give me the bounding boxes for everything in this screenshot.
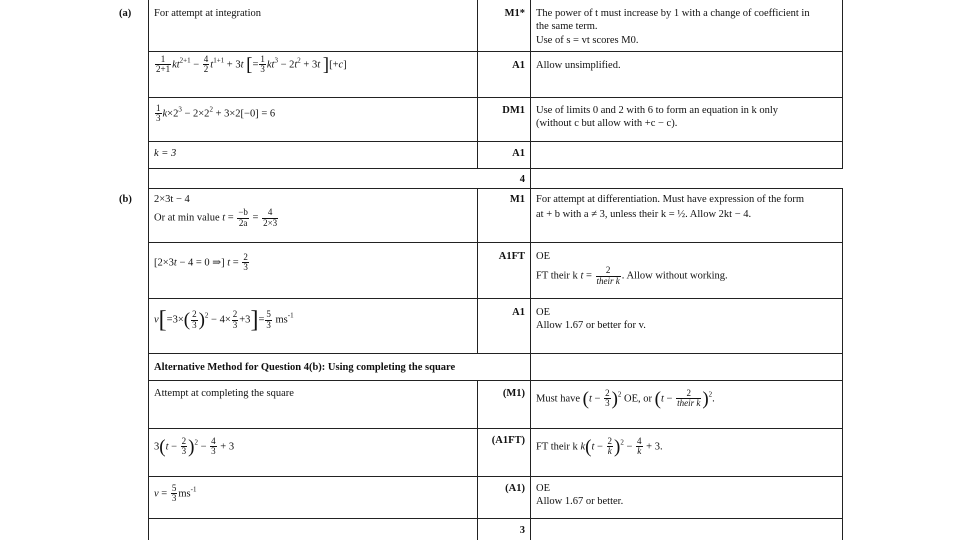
fraction: $\frac{5}{3}$ <box>266 309 271 330</box>
table-border-divider <box>477 188 478 353</box>
fraction: $\frac{4}{k}$ <box>637 436 642 457</box>
fraction: $\frac{-b}{2a}$ <box>238 207 248 228</box>
guidance-a3 <box>536 104 778 131</box>
fraction: $\frac{2}{3}$ <box>243 252 248 273</box>
working-b2: [2×3t − 4 = 0 ⇒] t = $\frac{2}{3}$ <box>154 252 248 273</box>
working-line: 2×3t − 4 <box>154 194 190 205</box>
guidance-line: (without c but allow with +c − c). <box>536 118 678 130</box>
fraction: $\frac{1}{3}$ <box>156 103 161 124</box>
row-divider <box>148 242 843 243</box>
fraction: $\frac{1}{3}$ <box>260 54 265 75</box>
fraction: $\frac{2}{3}$ <box>192 309 197 330</box>
guidance-b1 <box>536 193 804 222</box>
fraction: $\frac{4}{2\times 3}$ <box>263 207 278 228</box>
mark-alt2: (A1FT) <box>491 435 525 446</box>
alt-method-header: Alternative Method for Question 4(b): Using completing the square <box>154 362 456 373</box>
guidance-line: at + b with a ≠ 3, unless their k = ½. Allow 2kt − 4. <box>536 209 752 221</box>
guidance-line: OE <box>536 307 550 318</box>
working-a2: $\frac{1}{2+1}$ $kt^{2+1}$ − $\frac{4}{2}$ $t^{1+1} + 3t$ [= $\frac{1}{3}$ $kt^3 - 2t^2 + 3t$ ][+c] <box>156 54 347 76</box>
guidance-alt1: Must have (t − $\frac{2}{3}$ )$^2$ OE, or (t − $\frac{2}{\text{their k}}$ )$^2$. <box>536 388 715 410</box>
fraction: $\frac{5}{3}$ <box>171 483 177 504</box>
guidance-b3 <box>536 306 646 333</box>
working-a1: For attempt at integration <box>154 8 262 19</box>
fraction: $\frac{2}{\text{their k}}$ <box>596 265 620 286</box>
guidance-line: Use of limits 0 and 2 with 6 to form an equation in k only <box>536 105 779 116</box>
working-b1 <box>154 193 279 228</box>
table-border-right <box>842 188 843 540</box>
fraction: $\frac{4}{2}$ <box>203 54 209 75</box>
guidance-line: The power of t must increase by 1 with a change of coefficient in <box>536 8 810 19</box>
guidance-alt2: FT their k k(t − $\frac{2}{k}$ )$^2$ − $\frac{4}{k}$ + 3. <box>536 436 663 458</box>
guidance-alt3 <box>536 482 623 509</box>
row-divider <box>148 141 843 142</box>
part-b-label: (b) <box>119 194 132 205</box>
table-border-mark <box>530 0 531 540</box>
guidance-b2 <box>536 250 728 286</box>
mark-b2: A1FT <box>498 251 525 262</box>
mark-alt3: (A1) <box>505 483 525 494</box>
fraction: $\frac{2}{k}$ <box>607 436 613 457</box>
row-divider <box>148 518 843 519</box>
mark-a4: A1 <box>512 148 525 159</box>
fraction: $\frac{2}{3}$ <box>605 388 610 409</box>
guidance-line: OE <box>536 251 550 262</box>
mark-b3: A1 <box>512 307 525 318</box>
working-b3: v[=3×( $\frac{2}{3}$ )$^2$ − 4× $\frac{2}{3}$ +3]= $\frac{5}{3}$ $ms^{-1}$ <box>154 307 294 333</box>
row-divider <box>148 353 843 354</box>
row-divider <box>148 51 843 52</box>
working-a3: $\frac{1}{3}$ $k\times 2^3 - 2\times 2^2 + 3\times 2[-0] = 6$ <box>156 103 276 124</box>
working-line: Or at min value t = $\frac{-b}{2a}$ = $\frac{4}{2\times 3}$ <box>154 207 278 228</box>
row-divider <box>148 97 843 98</box>
row-divider <box>148 380 843 381</box>
guidance-a2: Allow unsimplified. <box>536 60 621 71</box>
table-border-left <box>148 0 149 540</box>
row-divider <box>148 428 843 429</box>
mark-b1: M1 <box>509 194 525 205</box>
working-alt2: 3(t − $\frac{2}{3}$ )$^2$ − $\frac{4}{3}$ + 3 <box>154 436 235 458</box>
fraction: $\frac{2}{3}$ <box>232 309 238 330</box>
mark-a1: M1* <box>504 8 525 19</box>
row-divider <box>148 168 843 169</box>
guidance-line: For attempt at differentiation. Must have expression of the form <box>536 194 805 205</box>
fraction: $\frac{4}{3}$ <box>211 436 216 457</box>
row-divider <box>148 298 843 299</box>
part-a-label: (a) <box>119 8 132 19</box>
table-border-divider <box>477 380 478 540</box>
table-border-right <box>842 0 843 168</box>
table-border-divider <box>477 0 478 168</box>
working-a4: k = 3 <box>154 148 177 159</box>
total-a: 4 <box>519 174 525 185</box>
guidance-a1 <box>536 7 810 47</box>
guidance-line: the same term. <box>536 21 598 33</box>
guidance-line: Use of s = vt scores M0. <box>536 34 639 46</box>
working-alt3: v = $\frac{5}{3}$ $ms^{-1}$ <box>154 483 197 504</box>
mark-a2: A1 <box>512 60 525 71</box>
fraction: $\frac{2}{\text{their k}}$ <box>677 388 701 409</box>
guidance-line: Allow 1.67 or better for v. <box>536 320 646 332</box>
fraction: $\frac{1}{2+1}$ <box>156 54 171 75</box>
working-alt1: Attempt at completing the square <box>154 388 294 399</box>
mark-a3: DM1 <box>502 105 525 116</box>
guidance-line: Allow 1.67 or better. <box>536 496 624 508</box>
mark-alt1: (M1) <box>502 388 525 399</box>
row-divider <box>148 476 843 477</box>
guidance-line: OE <box>536 483 550 494</box>
total-b: 3 <box>519 525 525 536</box>
guidance-line: FT their k t = $\frac{2}{\text{their k}}$ . Allow without working. <box>536 265 728 286</box>
fraction: $\frac{2}{3}$ <box>181 436 187 457</box>
row-divider <box>148 188 843 189</box>
